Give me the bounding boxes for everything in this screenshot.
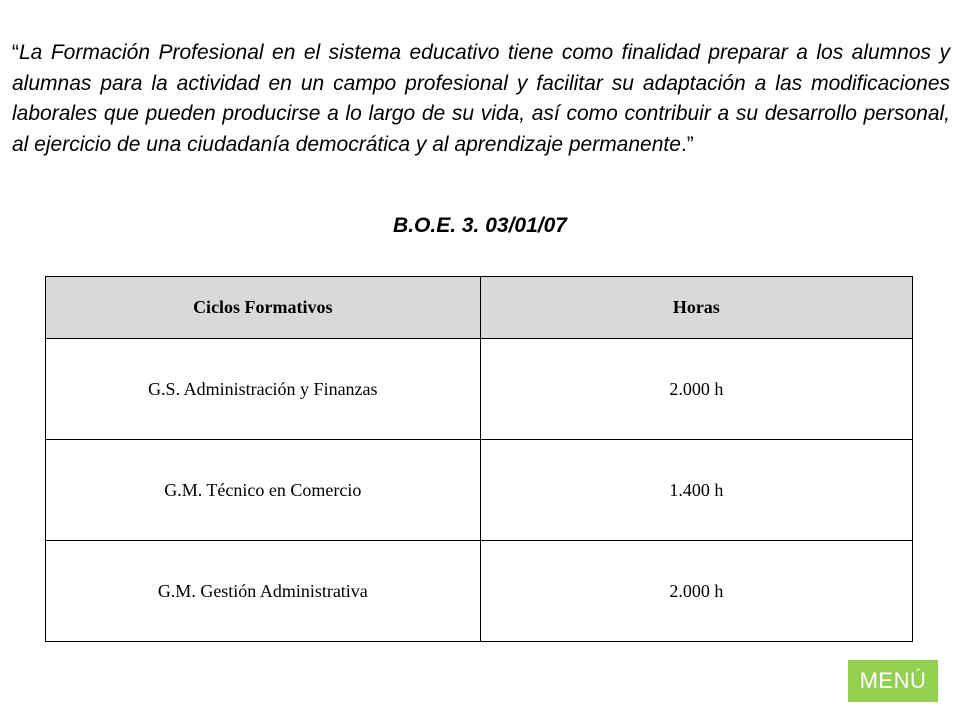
- quote-close-mark: ”: [686, 132, 694, 156]
- cycle-name-cell: G.S. Administración y Finanzas: [46, 339, 481, 440]
- training-cycles-table: [45, 276, 913, 642]
- cycle-hours-cell: 1.400 h: [480, 440, 912, 541]
- cycle-hours-cell: 2.000 h: [480, 541, 912, 642]
- menu-button[interactable]: MENÚ: [848, 660, 938, 702]
- quote-text: La Formación Profesional en el sistema educativo tiene como finalidad preparar a los alumnos y alumnas para la actividad en un campo profesional y facilitar su adaptación a las modificaciones laborales que pueden producirse a lo largo de su vida, así como contribuir a su desarrollo personal, al ejercicio de una ciudadanía democrática y al aprendizaje permanente: [12, 41, 950, 156]
- column-header-hours: Horas: [480, 277, 912, 339]
- cycle-name-cell: G.M. Técnico en Comercio: [46, 440, 481, 541]
- cycle-name-cell: G.M. Gestión Administrativa: [46, 541, 481, 642]
- table-header-row: [46, 277, 913, 339]
- quote-open-mark: “: [12, 41, 19, 64]
- legal-quote: [12, 38, 950, 160]
- table-row: [46, 541, 913, 642]
- quote-source: B.O.E. 3. 03/01/07: [393, 214, 567, 237]
- column-header-cycles: Ciclos Formativos: [46, 277, 481, 339]
- table-row: [46, 339, 913, 440]
- quote-period: .: [680, 132, 687, 156]
- cycle-hours-cell: 2.000 h: [480, 339, 912, 440]
- table-row: [46, 440, 913, 541]
